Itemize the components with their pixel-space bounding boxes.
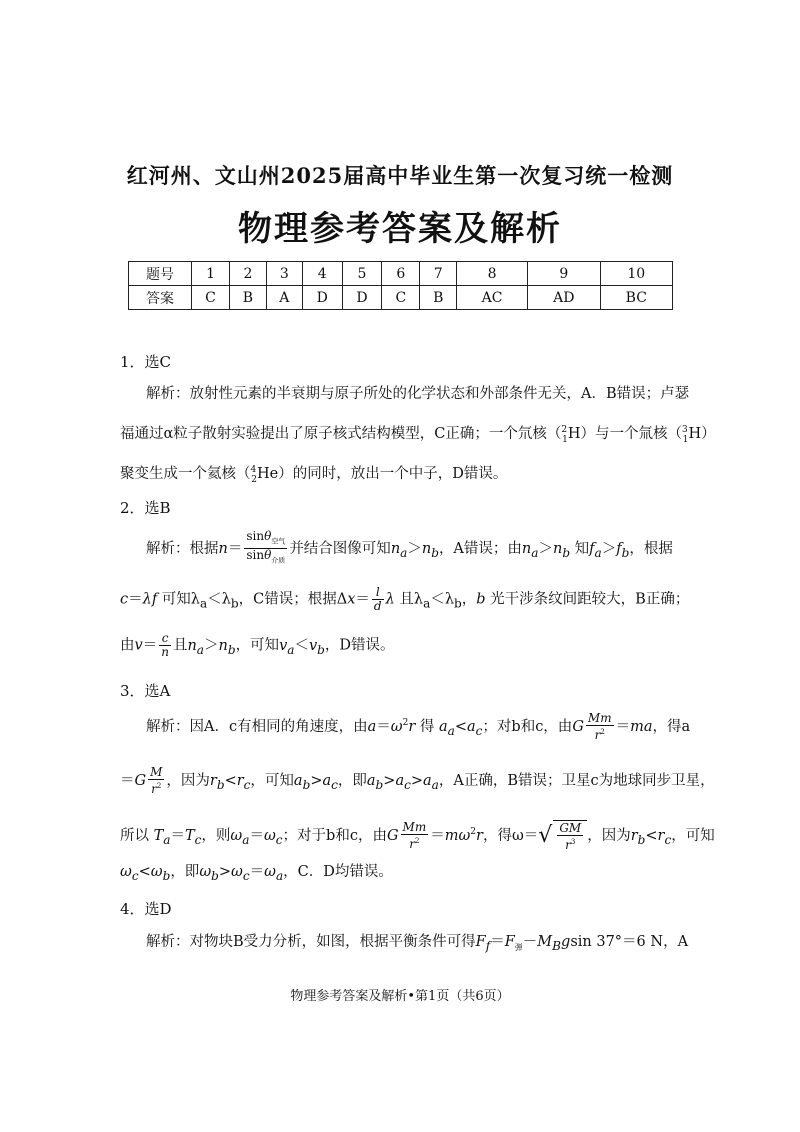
- q3-line-1-text-c: ；对b和c，由: [482, 719, 573, 735]
- q3-line-3-text-d: ，得ω＝: [482, 828, 539, 844]
- q2-line-3: 由v＝ $\frac{c}{n}$ 且$n_a>n_b$，可知$v_a<v_b$，D错误。: [120, 631, 395, 659]
- row-label-answer: 答案: [129, 286, 192, 310]
- angular-velocity-formula: $\frac{GM}{r^3}$: [553, 820, 587, 852]
- refraction-index-formula: $\frac{\sin\theta_{空气}}{\sin\theta_{介质}}$: [246, 529, 286, 565]
- q2-line-3-text-a: 由: [120, 637, 135, 654]
- row-label-question-number: 题号: [129, 262, 192, 286]
- q2-line-1-text-c: ，A错误；由: [438, 540, 522, 557]
- q3-line-3-text-c: ；对于b和c，由: [282, 828, 387, 844]
- question-number-cell: 2: [230, 262, 267, 286]
- q1-line-1: 解析：放射性元素的半衰期与原子所处的化学状态和外部条件无关，A．B错误；卢瑟: [146, 386, 690, 402]
- q3-line-2-text-a: ，因为: [166, 773, 210, 789]
- q4-line-1: 解析：对物块B受力分析，如图，根据平衡条件可得$F_f=F_弹-M_Bgsin$ 37°＝6 N，A: [146, 934, 689, 953]
- q2-line-1-text-a: 解析：根据: [146, 540, 219, 557]
- answer-table: [128, 261, 673, 310]
- question-number-cell: 3: [266, 262, 302, 286]
- q2-line-1: 解析：根据n＝ $\frac{\sin\theta_{空气}}{\sin\theta_{介质}}$ 并结合图像可知$n_a>n_b$，A错误；由$n_a>n_b$ 知$f_a>f_b$，根据: [146, 530, 686, 568]
- q3-line-2-text-d: ，A正确，B错误；卫星c为地球同步卫星，: [438, 773, 715, 789]
- answer-cell: C: [382, 286, 420, 310]
- q3-line-4-text-b: ，C．D均错误。: [283, 864, 393, 880]
- q3-line-4: $\omega_c<\omega_b$，即$\omega_b>\omega_c=\omega_a$，C．D均错误。: [120, 864, 393, 883]
- answer-cell: C: [192, 286, 230, 310]
- q1-line-3-text-a: 聚变生成一个氦核（: [120, 465, 251, 482]
- q3-line-2: ＝G $\frac{M}{r^2}$ ，因为$r_b<r_c$，可知$a_b>a_c$，即$a_b>a_c>a_a$，A正确，B错误；卫星c为地球同步卫星，: [120, 765, 715, 796]
- q1-line-3-text-b: He）的同时，放出一个中子，D错误。: [256, 465, 508, 482]
- question-number-cell: 9: [528, 262, 601, 286]
- q2-line-1-text-e: ，根据: [629, 540, 673, 557]
- question-number-cell: 6: [382, 262, 420, 286]
- q3-line-3-text-a: 所以: [120, 828, 149, 844]
- question-number-cell: 4: [302, 262, 342, 286]
- q1-line-2-text-b: H）与一个氚核（: [567, 425, 683, 442]
- q3-line-1-text-a: 解析：因A．c有相同的角速度，由: [146, 719, 368, 735]
- answer-cell: B: [230, 286, 267, 310]
- q1-line-2-text-c: H）: [688, 425, 716, 442]
- q3-line-3-text-b: ，则: [201, 828, 231, 844]
- q4-line-1-text-a: 解析：对物块B受力分析，如图，根据平衡条件可得: [146, 934, 476, 950]
- q1-line-2-text-a: 福通过α粒子散射实验提出了原子核式结构模型，C正确；一个氘核（: [120, 425, 562, 442]
- q2-line-3-text-d: ，D错误。: [324, 637, 395, 654]
- answer-cell: BC: [600, 286, 672, 310]
- answer-cell: D: [302, 286, 342, 310]
- q2-line-1-text-d: 知: [574, 540, 590, 557]
- light-speed-formula: $\frac{c}{n}$: [161, 631, 169, 659]
- q2-heading: 2．选B: [120, 499, 171, 517]
- centripetal-formula: $\frac{Mm}{r^2}$: [402, 820, 427, 851]
- question-number-cell: 10: [600, 262, 672, 286]
- answer-table-answer-row: [129, 286, 673, 310]
- answer-cell: AD: [528, 286, 601, 310]
- answer-cell: B: [420, 286, 457, 310]
- q2-line-1-text-b: 并结合图像可知: [289, 540, 391, 557]
- q2-line-2-text-c: 且: [399, 591, 414, 608]
- q3-line-3: 所以 $T_a=T_c$，则$\omega_a=\omega_c$；对于b和c，由G $\frac{Mm}{r^2}$ $=m\omega^2r$，得ω＝√ $\frac{GM}{r^3}$ ，因为$r_b<r_c$，可知: [120, 820, 715, 852]
- document-title: 物理参考答案及解析: [238, 209, 562, 249]
- q3-line-1-text-d: ，得a: [652, 719, 691, 735]
- q2-line-2: c＝λf 可知$\lambda_a<\lambda_b$，C错误；根据Δx＝ $\frac{l}{d}$ λ 且$\lambda_a<\lambda_b$，b 光干涉条纹间距较大，B正确；: [120, 585, 690, 613]
- answer-cell: A: [266, 286, 302, 310]
- q3-line-1: 解析：因A．c有相同的角速度，由$a=\omega^2r$ 得 $a_a<a_c$；对b和c，由G $\frac{Mm}{r^2}$ ＝ma，得a: [146, 711, 691, 742]
- page-footer: 物理参考答案及解析•第1页（共6页）: [290, 989, 510, 1004]
- acceleration-formula: $\frac{M}{r^2}$: [150, 765, 163, 796]
- q3-line-1-text-b: 得: [419, 719, 435, 735]
- q2-line-3-text-b: 且: [172, 637, 188, 654]
- answer-table-number-row: [129, 262, 673, 286]
- q1-line-2: 福通过α粒子散射实验提出了原子核式结构模型，C正确；一个氘核（$^2_1$H）与一个氚核（$^3_1$H）: [120, 425, 716, 445]
- question-number-cell: 7: [420, 262, 457, 286]
- q1-heading: 1．选C: [120, 353, 172, 371]
- q2-line-2-text-b: ，C错误；根据: [238, 591, 337, 608]
- q4-heading: 4．选D: [120, 900, 172, 918]
- gravitation-formula: $\frac{Mm}{r^2}$: [587, 711, 612, 742]
- q3-line-3-text-f: ，可知: [671, 828, 715, 844]
- q3-line-3-text-e: ，因为: [587, 828, 631, 844]
- exam-title: 红河州、文山州2025届高中毕业生第一次复习统一检测: [126, 163, 674, 188]
- q3-heading: 3．选A: [120, 682, 171, 700]
- q1-line-3: 聚变生成一个氦核（$^4_2$He）的同时，放出一个中子，D错误。: [120, 465, 508, 485]
- question-number-cell: 5: [342, 262, 382, 286]
- fringe-spacing-formula: $\frac{l}{d}$: [373, 585, 382, 613]
- q2-line-2-text-d: 光干涉条纹间距较大，B正确；: [490, 591, 690, 608]
- q4-line-1-text-b: ＝6 N，A: [622, 934, 689, 950]
- question-number-cell: 1: [192, 262, 230, 286]
- q2-line-2-text-a: 可知: [161, 591, 191, 608]
- answer-cell: AC: [457, 286, 528, 310]
- q2-line-3-text-c: ，可知: [235, 637, 280, 654]
- q3-line-2-text-b: ，可知: [250, 773, 294, 789]
- q3-line-2-text-c: ，即: [337, 773, 367, 789]
- question-number-cell: 8: [457, 262, 528, 286]
- answer-cell: D: [342, 286, 382, 310]
- q3-line-4-text-a: ，即: [170, 864, 200, 880]
